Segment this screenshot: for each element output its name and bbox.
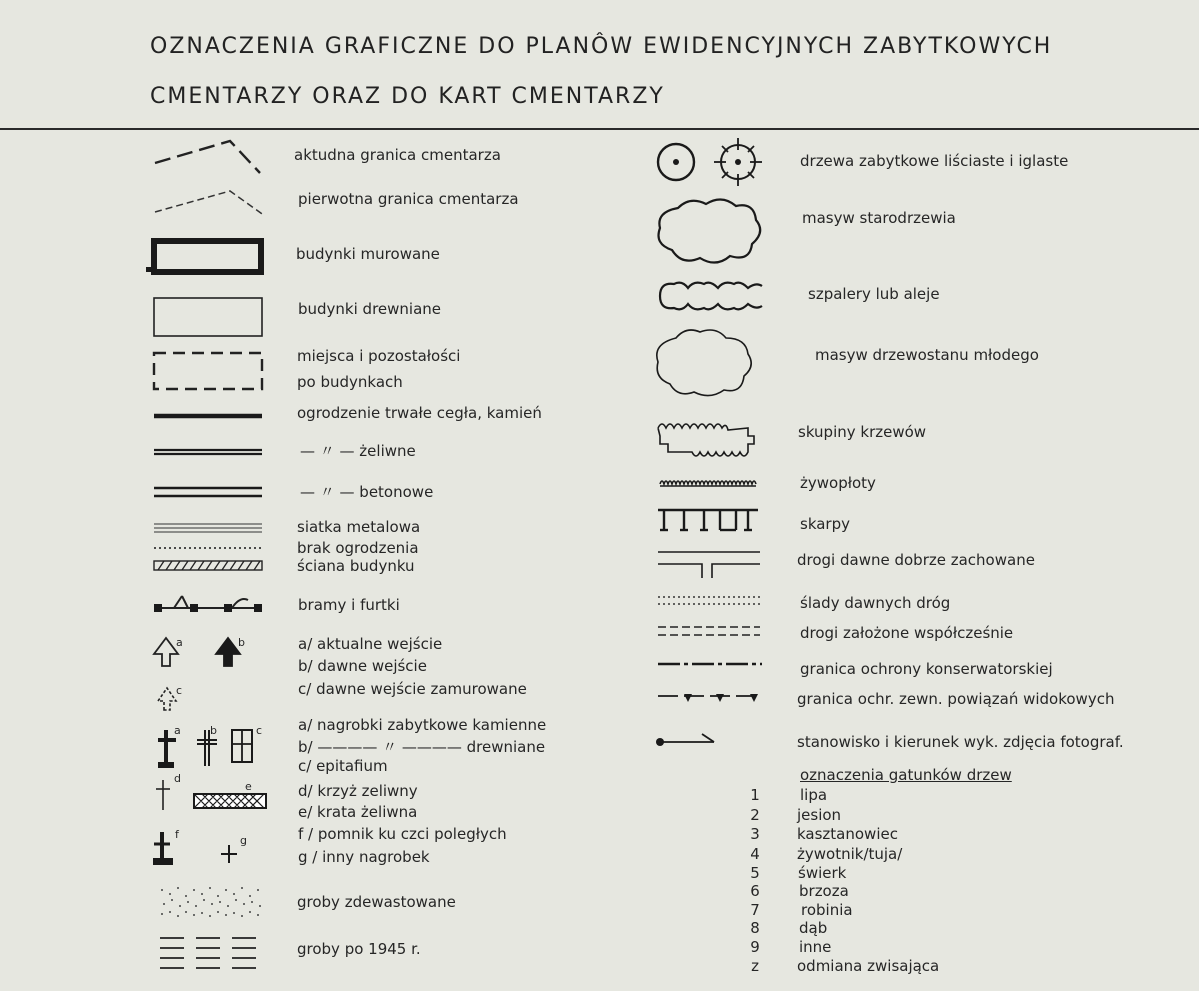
legend-label-4: g / inny nagrobek xyxy=(298,848,430,866)
legend-label-3: ściana budynku xyxy=(297,557,415,575)
legend-label-2: brak ogrodzenia xyxy=(297,539,419,557)
cross-d-marker: d xyxy=(174,772,181,785)
legend-label: — 〃 — betonowe xyxy=(300,483,434,501)
legend-label: groby zdewastowane xyxy=(297,893,456,911)
legend-label: a/ nagrobki zabytkowe kamienne xyxy=(298,716,547,734)
legend-label-2: e/ krata żeliwna xyxy=(298,803,418,821)
entrance-a-marker: a xyxy=(176,636,183,649)
building-remains-symbol xyxy=(150,348,268,396)
current-boundary-symbol xyxy=(150,135,265,180)
legend-label-3: f / pomnik ku czci poległych xyxy=(298,825,507,843)
legend-label: drogi dawne dobrze zachowane xyxy=(797,551,1035,569)
species-name: dąb xyxy=(799,919,828,937)
legend-label: żywopłoty xyxy=(800,474,876,492)
legend-label: siatka metalowa xyxy=(297,518,421,536)
species-num: 6 xyxy=(750,882,760,900)
legend-label: drzewa zabytkowe liściaste i iglaste xyxy=(800,152,1069,170)
species-name: odmiana zwisająca xyxy=(797,957,940,975)
grave-g-marker: g xyxy=(240,834,247,847)
modern-roads-symbol xyxy=(654,622,766,640)
young-trees-mass-symbol xyxy=(650,322,760,404)
view-boundary-symbol xyxy=(654,688,766,708)
species-num: z xyxy=(751,957,759,975)
legend-label: skarpy xyxy=(800,515,850,533)
legend-label: drogi założone współcześnie xyxy=(800,624,1014,642)
original-boundary-symbol xyxy=(150,186,270,224)
legend-label: ogrodzenie trwałe cegła, kamień xyxy=(297,404,542,422)
grate-e-marker: e xyxy=(245,780,252,793)
species-num: 4 xyxy=(750,845,760,863)
shrub-groups-symbol xyxy=(654,414,764,466)
legend-label: stanowisko i kierunek wyk. zdjęcia fotograf. xyxy=(797,733,1124,751)
legend-label: masyw drzewostanu młodego xyxy=(815,346,1039,364)
legend-label: granica ochrony konserwatorskiej xyxy=(800,660,1053,678)
species-name: świerk xyxy=(798,864,847,882)
monument-f-marker: f xyxy=(175,828,179,841)
mesh-fence-symbols xyxy=(150,518,268,576)
legend-label: — 〃 — żeliwne xyxy=(300,442,416,460)
old-road-traces-symbol xyxy=(654,592,766,610)
legend-label: budynki murowane xyxy=(296,245,440,263)
escarpments-symbol xyxy=(654,506,764,534)
legend-label: ślady dawnych dróg xyxy=(800,594,951,612)
legend-label: miejsca i pozostałości xyxy=(297,347,461,365)
legend-label: skupiny krzewów xyxy=(798,423,927,441)
species-name: jesion xyxy=(797,806,842,824)
species-num: 7 xyxy=(750,901,760,919)
tombstone-c-marker: c xyxy=(256,724,263,737)
legend-label-3: c/ dawne wejście zamurowane xyxy=(298,680,527,698)
masonry-building-symbol xyxy=(145,236,270,278)
species-num: 3 xyxy=(750,825,760,843)
cast-iron-grate-icon xyxy=(190,790,270,812)
conservation-boundary-symbol xyxy=(654,656,766,672)
entrance-c-marker: c xyxy=(176,684,183,697)
species-num: 1 xyxy=(750,786,760,804)
legend-label: bramy i furtki xyxy=(298,596,400,614)
title-line-1: OZNACZENIA GRAFICZNE DO PLANÔW EWIDENCYJNYCH ZABYTKOWYCH xyxy=(150,34,1053,59)
species-name: inne xyxy=(799,938,832,956)
legend-label-3: c/ epitafium xyxy=(298,757,388,775)
current-entrance-arrow-icon xyxy=(150,632,190,672)
cast-iron-fence-symbol xyxy=(150,444,268,460)
hedges-symbol xyxy=(656,476,766,492)
legend-label: d/ krzyż zeliwny xyxy=(298,782,418,800)
historic-trees-symbol xyxy=(652,136,772,192)
legend-label-2: b/ dawne wejście xyxy=(298,657,427,675)
devastated-graves-symbol xyxy=(156,884,268,920)
legend-label: szpalery lub aleje xyxy=(808,285,940,303)
tombstone-a-marker: a xyxy=(174,724,181,737)
wooden-tombstone-icon xyxy=(192,722,222,770)
species-name: kasztanowiec xyxy=(797,825,898,843)
legend-label-2: po budynkach xyxy=(297,373,403,391)
header-divider xyxy=(0,128,1199,130)
species-name: lipa xyxy=(800,786,828,804)
legend-label: aktudna granica cmentarza xyxy=(294,146,501,164)
legend-label: granica ochr. zewn. powiązań widokowych xyxy=(797,690,1115,708)
other-grave-icon xyxy=(218,842,242,866)
legend-label-2: b/ ———— 〃 ———— drewniane xyxy=(298,738,546,756)
legend-label: budynki drewniane xyxy=(298,300,442,318)
gates-symbol xyxy=(152,590,270,620)
permanent-fence-symbol xyxy=(150,408,268,424)
species-name: żywotnik/tuja/ xyxy=(797,845,903,863)
photo-station-arrow-icon xyxy=(652,730,722,754)
wooden-building-symbol xyxy=(150,294,268,340)
tree-rows-symbol xyxy=(652,276,772,316)
legend-label: pierwotna granica cmentarza xyxy=(298,190,519,208)
species-num: 9 xyxy=(750,938,760,956)
former-entrance-arrow-icon xyxy=(212,632,252,672)
entrance-b-marker: b xyxy=(238,636,245,649)
species-heading: oznaczenia gatunków drzew xyxy=(800,766,1012,784)
epitaph-icon xyxy=(228,726,258,766)
legend-label: masyw starodrzewia xyxy=(802,209,956,227)
species-num: 5 xyxy=(750,864,760,882)
tombstone-b-marker: b xyxy=(210,724,217,737)
species-name: robinia xyxy=(801,901,853,919)
old-trees-mass-symbol xyxy=(650,192,770,270)
species-num: 8 xyxy=(750,919,760,937)
concrete-fence-symbol xyxy=(150,484,268,500)
old-roads-symbol xyxy=(654,546,766,582)
species-num: 2 xyxy=(750,806,760,824)
legend-label: a/ aktualne wejście xyxy=(298,635,443,653)
title-line-2: CMENTARZY ORAZ DO KART CMENTARZY xyxy=(150,84,665,109)
post-1945-graves-symbol xyxy=(158,932,263,974)
species-name: brzoza xyxy=(799,882,849,900)
legend-label: groby po 1945 r. xyxy=(297,940,421,958)
